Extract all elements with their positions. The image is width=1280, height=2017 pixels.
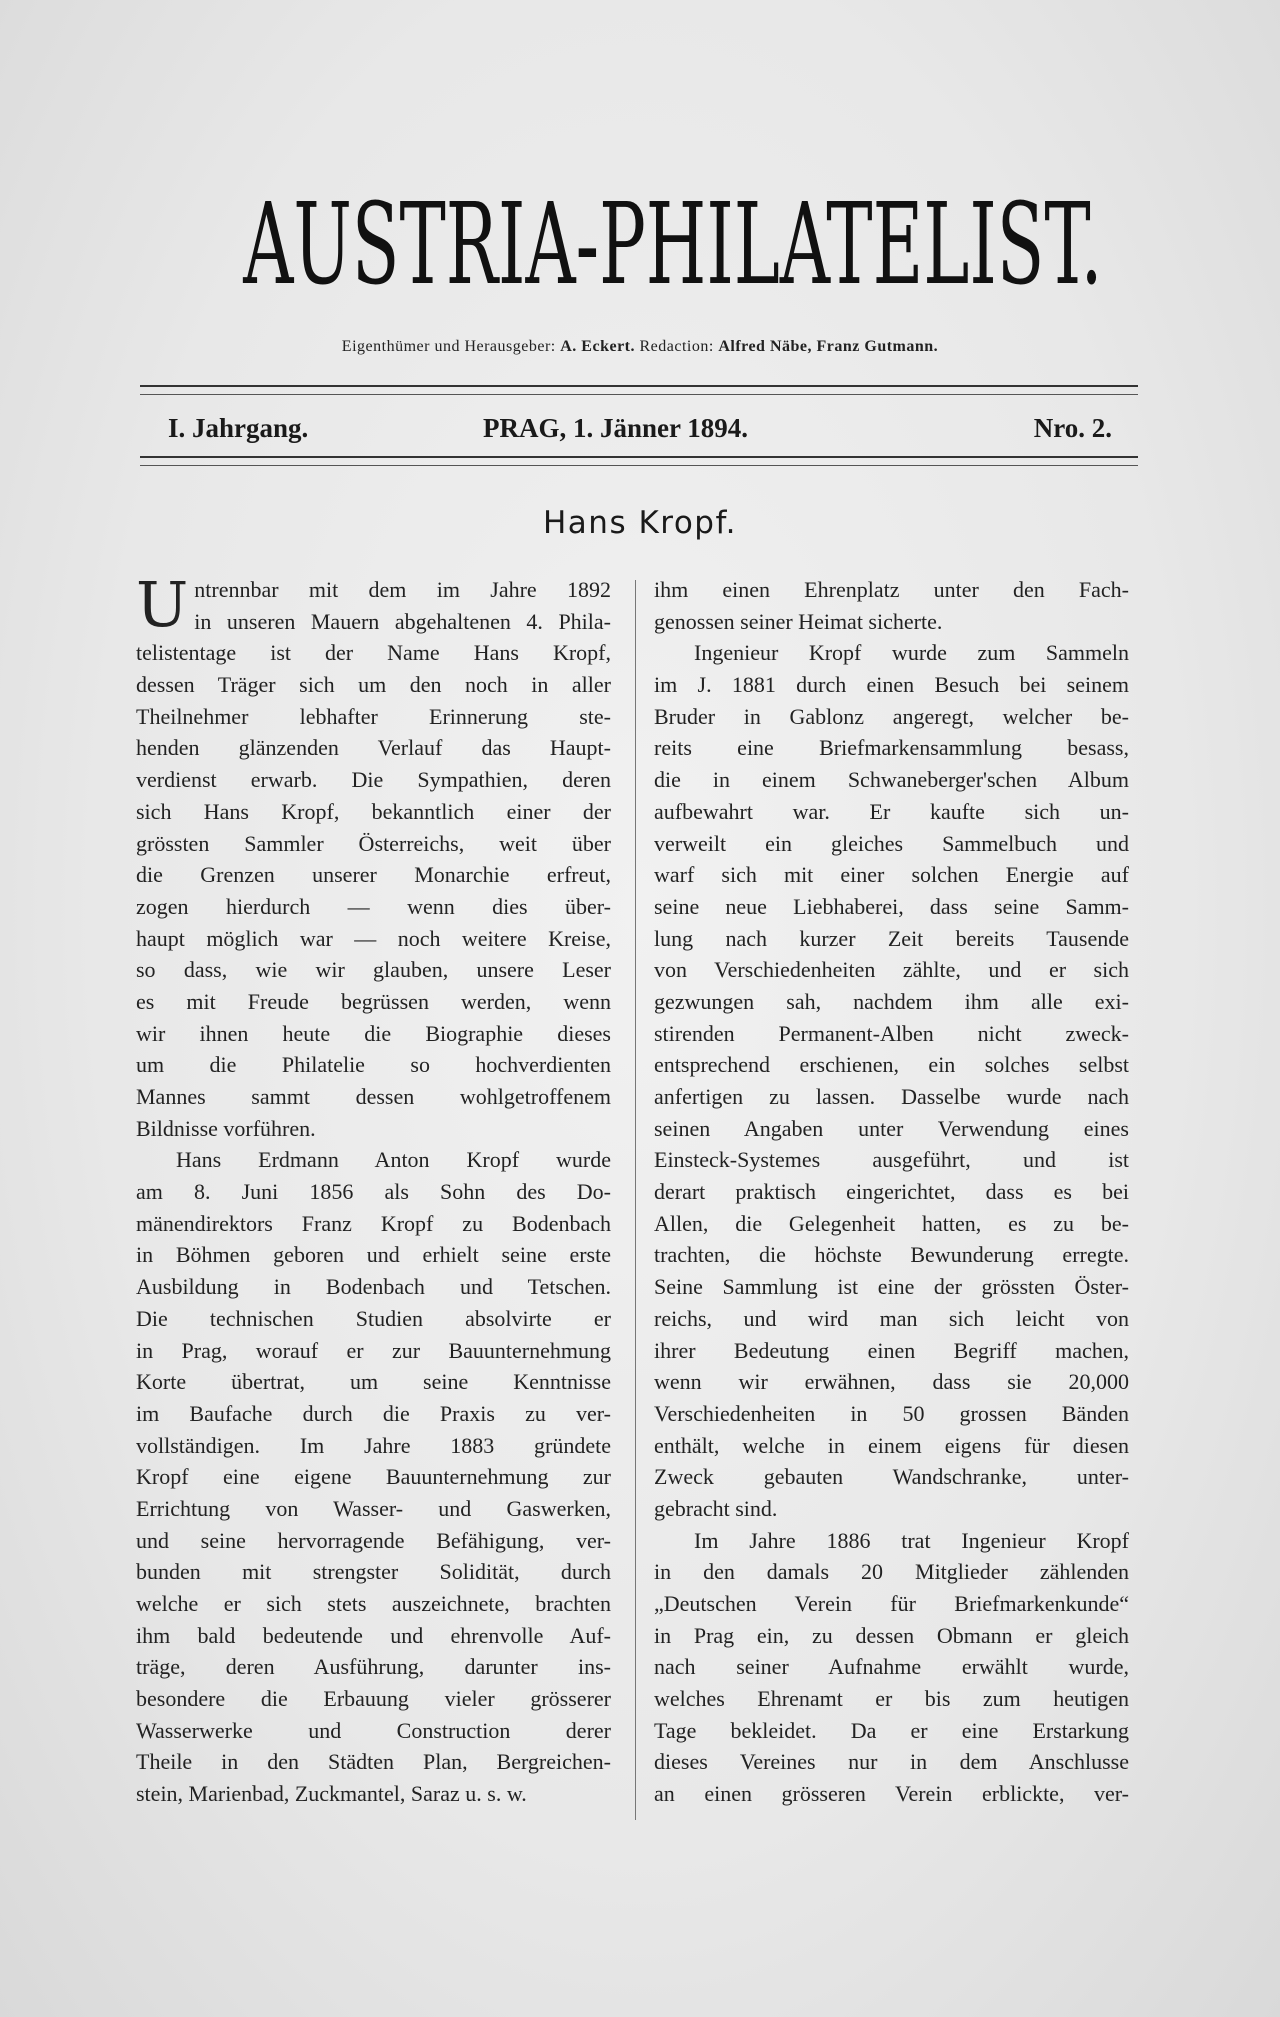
- article-line: Einsteck-Systemes ausgeführt, und ist: [654, 1147, 1129, 1173]
- drop-cap: U: [136, 568, 189, 641]
- article-line: henden glänzenden Verlauf das Haupt-: [136, 735, 611, 761]
- article-line: in Böhmen geboren und erhielt seine erste: [136, 1242, 611, 1268]
- article-line: ntrennbar mit dem im Jahre 1892: [194, 577, 611, 602]
- article-line: Theilnehmer lebhafter Erinnerung ste-: [136, 703, 611, 729]
- imprint-editors-label: Redaction:: [639, 338, 714, 355]
- issue-line: [168, 413, 1112, 447]
- article-line: wir ihnen heute die Biographie dieses: [136, 1020, 611, 1046]
- article-line: Errichtung von Wasser- und Gaswerken,: [136, 1495, 611, 1521]
- article-line: im Baufache durch die Praxis zu ver-: [136, 1400, 611, 1426]
- article-line: in den damals 20 Mitglieder zählenden: [654, 1559, 1129, 1585]
- article-line: „Deutschen Verein für Briefmarkenkunde“: [654, 1591, 1129, 1616]
- article-line: dessen Träger sich um den noch in aller: [136, 672, 611, 698]
- article-line: Mannes sammt dessen wohlgetroffenem: [136, 1084, 611, 1109]
- article-line: welches Ehrenamt er bis zum heutigen: [654, 1686, 1129, 1712]
- article-line: es mit Freude begrüssen werden, wenn: [136, 988, 611, 1014]
- article-line: haupt möglich war — noch weitere Kreise,: [136, 925, 611, 951]
- article-line: um die Philatelie so hochverdienten: [136, 1052, 611, 1078]
- article-line: seine neue Liebhaberei, dass seine Samm-: [654, 893, 1129, 919]
- article-line: dieses Vereines nur in dem Anschlusse: [654, 1749, 1129, 1775]
- article-left-column: [136, 568, 611, 1810]
- article-line: entsprechend erschienen, ein solches selbst: [654, 1052, 1129, 1078]
- article-line: an einen grösseren Verein erblickte, ver-: [654, 1781, 1129, 1807]
- article-line: Im Jahre 1886 trat Ingenieur Kropf: [694, 1527, 1129, 1553]
- article-line: Bruder in Gablonz angeregt, welcher be-: [654, 703, 1129, 729]
- article-line: Seine Sammlung ist eine der grössten Öster-: [654, 1274, 1129, 1300]
- article-line: warf sich mit einer solchen Energie auf: [654, 862, 1129, 888]
- article-line: so dass, wie wir glauben, unsere Leser: [136, 957, 611, 983]
- article-line: Hans Erdmann Anton Kropf wurde: [176, 1147, 611, 1173]
- article-line: anfertigen zu lassen. Dasselbe wurde nach: [654, 1084, 1129, 1109]
- article-line: gezwungen sah, nachdem ihm alle exi-: [654, 988, 1129, 1014]
- article-line: genossen seiner Heimat sicherte.: [654, 608, 943, 634]
- article-line: in unseren Mauern abgehaltenen 4. Phila-: [194, 608, 611, 634]
- article-line: mänendirektors Franz Kropf zu Bodenbach: [136, 1210, 611, 1236]
- article-line: Kropf eine eigene Bauunternehmung zur: [136, 1464, 611, 1490]
- article-line: verdienst erwarb. Die Sympathien, deren: [136, 767, 611, 793]
- article-line: Ausbildung in Bodenbach und Tetschen.: [136, 1274, 611, 1300]
- article-line: ihm einen Ehrenplatz unter den Fach-: [654, 577, 1129, 602]
- article-line: trachten, die höchste Bewunderung erregte.: [654, 1242, 1129, 1268]
- article-line: enthält, welche in einem eigens für diesen: [654, 1432, 1129, 1458]
- imprint-owner: A. Eckert.: [560, 338, 635, 355]
- article-line: stirenden Permanent-Alben nicht zweck-: [654, 1020, 1129, 1046]
- article-line: zogen hierdurch — wenn dies über-: [136, 893, 611, 919]
- article-line: in Prag ein, zu dessen Obmann er gleich: [654, 1622, 1129, 1648]
- imprint-owner-label: Eigenthümer und Herausgeber:: [341, 338, 556, 355]
- article-line: grössten Sammler Österreichs, weit über: [136, 830, 611, 856]
- article-line: telistentage ist der Name Hans Kropf,: [136, 640, 611, 666]
- article-line: besondere die Erbauung vieler grösserer: [136, 1686, 611, 1712]
- article-line: Allen, die Gelegenheit hatten, es zu be-: [654, 1210, 1129, 1236]
- article-line: ihm bald bedeutende und ehrenvolle Auf-: [136, 1622, 611, 1648]
- article-line: im J. 1881 durch einen Besuch bei seinem: [654, 672, 1129, 698]
- article-title: Hans Kropf.: [542, 505, 737, 541]
- article-line: und seine hervorragende Befähigung, ver-: [136, 1527, 611, 1553]
- article-line: lung nach kurzer Zeit bereits Tausende: [654, 925, 1129, 951]
- issue-volume: I. Jahrgang.: [168, 413, 309, 443]
- article-line: von Verschiedenheiten zählte, und er sich: [654, 957, 1129, 983]
- article-line: am 8. Juni 1856 als Sohn des Do-: [136, 1179, 611, 1205]
- article-line: Tage bekleidet. Da er eine Erstarkung: [654, 1717, 1129, 1743]
- article-line: Korte übertrat, um seine Kenntnisse: [136, 1369, 611, 1395]
- article-line: vollständigen. Im Jahre 1883 gründete: [136, 1432, 611, 1458]
- bottom-double-rule: [140, 456, 1138, 466]
- article-line: reits eine Briefmarkensammlung besass,: [654, 735, 1129, 761]
- imprint-line: [0, 338, 1280, 356]
- article-line: derart praktisch eingerichtet, dass es bei: [654, 1179, 1129, 1205]
- article-line: reichs, und wird man sich leicht von: [654, 1305, 1129, 1331]
- article-line: in Prag, worauf er zur Bauunternehmung: [136, 1337, 611, 1363]
- article-line: Die technischen Studien absolvirte er: [136, 1305, 611, 1331]
- article-line: sich Hans Kropf, bekanntlich einer der: [136, 798, 611, 824]
- article-line: wenn wir erwähnen, dass sie 20,000: [654, 1369, 1129, 1395]
- article-line: träge, deren Ausführung, darunter ins-: [136, 1654, 611, 1680]
- article-line: bunden mit strengster Solidität, durch: [136, 1559, 611, 1585]
- article-line: aufbewahrt war. Er kaufte sich un-: [654, 798, 1129, 824]
- article-line: die in einem Schwaneberger'schen Album: [654, 767, 1129, 793]
- article-right-column: [654, 574, 1129, 1810]
- article-line: die Grenzen unserer Monarchie erfreut,: [136, 862, 611, 888]
- article-line: welche er sich stets auszeichnete, brachten: [136, 1591, 611, 1616]
- article-line: verweilt ein gleiches Sammelbuch und: [654, 830, 1129, 856]
- article-line: seinen Angaben unter Verwendung eines: [654, 1115, 1129, 1141]
- article-line: stein, Marienbad, Zuckmantel, Saraz u. s. w.: [136, 1781, 527, 1807]
- top-double-rule: [140, 385, 1138, 395]
- article-line: nach seiner Aufnahme erwählt wurde,: [654, 1654, 1129, 1680]
- article-line: Verschiedenheiten in 50 grossen Bänden: [654, 1400, 1129, 1426]
- issue-number: Nro. 2.: [1033, 413, 1112, 443]
- article-line: Ingenieur Kropf wurde zum Sammeln: [694, 640, 1129, 666]
- article-line: Wasserwerke und Construction derer: [136, 1717, 611, 1743]
- article-line: gebracht sind.: [654, 1495, 778, 1521]
- article-line: Bildnisse vorführen.: [136, 1115, 316, 1141]
- column-divider: [635, 580, 636, 1820]
- issue-place-date: PRAG, 1. Jänner 1894.: [483, 413, 749, 443]
- masthead-title: AUSTRIA-PHILATELIST.: [243, 180, 1103, 310]
- imprint-editors: Alfred Näbe, Franz Gutmann.: [718, 338, 939, 355]
- article-line: Zweck gebauten Wandschranke, unter-: [654, 1464, 1129, 1490]
- article-line: ihrer Bedeutung einen Begriff machen,: [654, 1337, 1129, 1363]
- article-line: Theile in den Städten Plan, Bergreichen-: [136, 1749, 611, 1775]
